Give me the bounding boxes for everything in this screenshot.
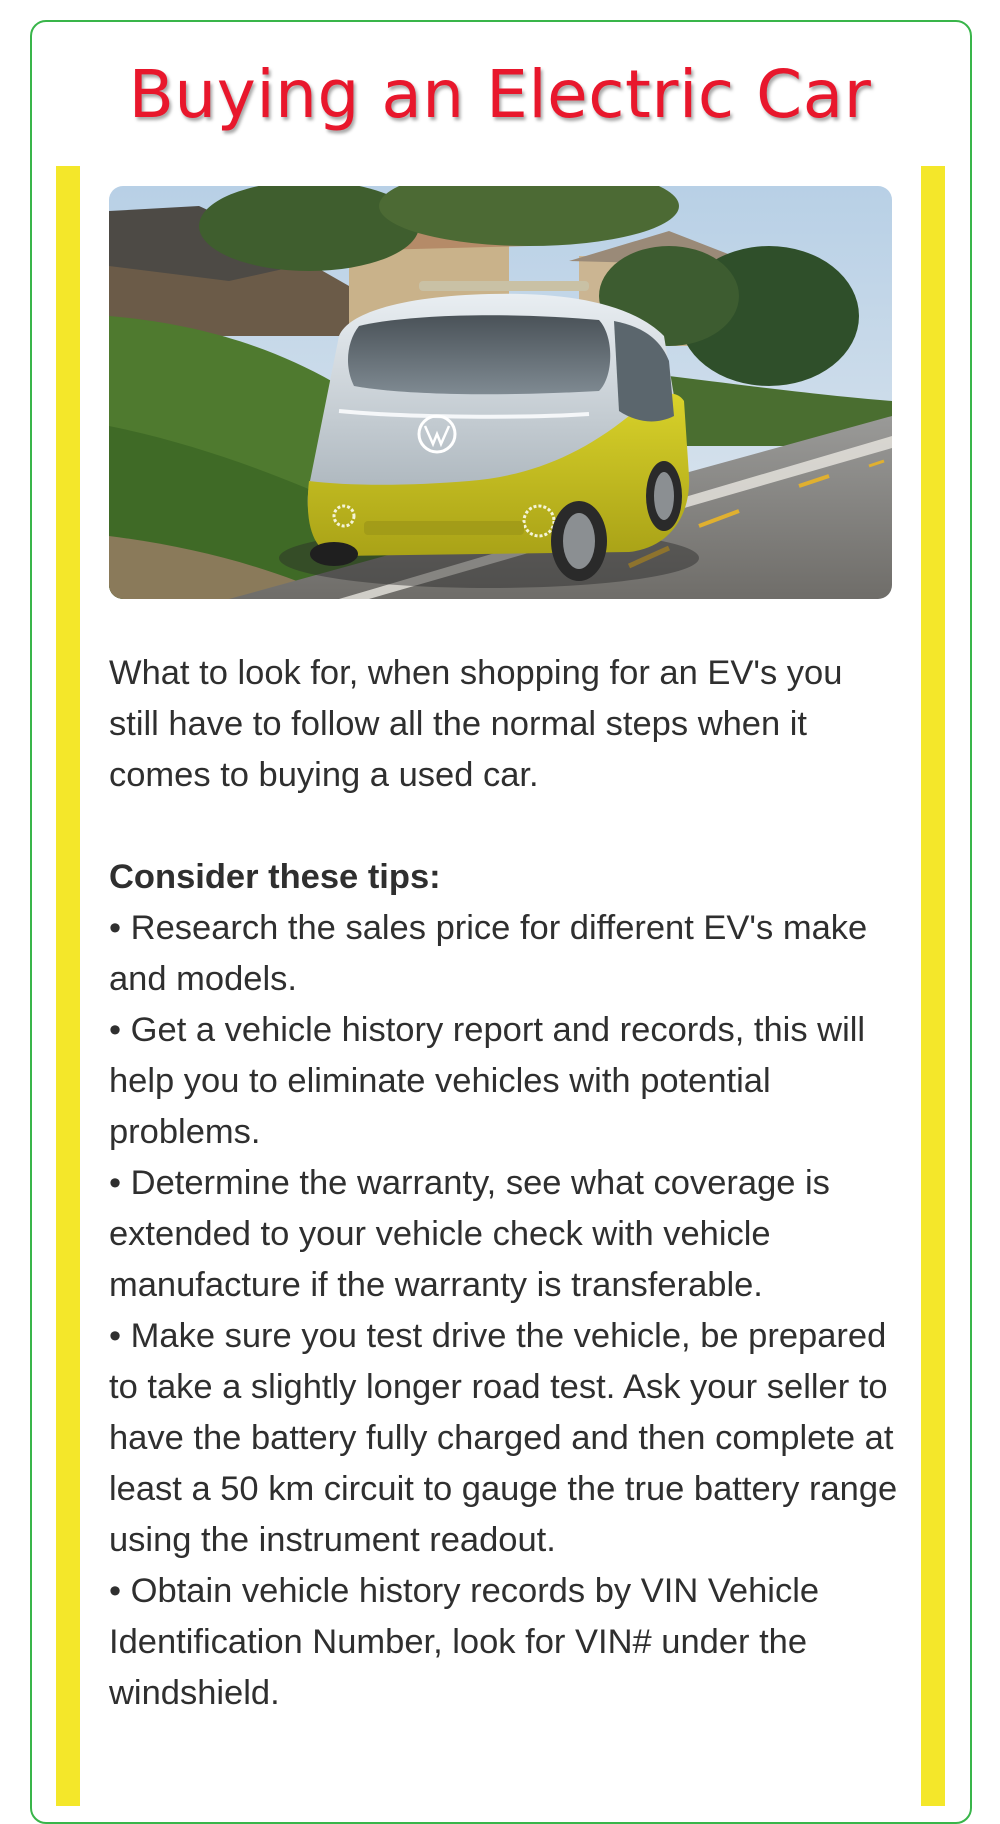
tip-item: • Make sure you test drive the vehicle, be prepared to take a slightly longer road test. Ask your seller to have the battery fully charged and then complete at least a 50 km circuit to gauge the true battery range using the instrument readout. bbox=[109, 1311, 899, 1566]
page-title: Buying an Electric Car bbox=[128, 56, 872, 133]
intro-paragraph: What to look for, when shopping for an EV's you still have to follow all the normal steps when it comes to buying a used car. bbox=[109, 654, 843, 794]
right-accent-bar bbox=[921, 166, 945, 1806]
tips-heading: Consider these tips: bbox=[109, 858, 441, 896]
left-accent-bar bbox=[56, 166, 80, 1806]
tip-item: • Obtain vehicle history records by VIN Vehicle Identification Number, look for VIN# under the windshield. bbox=[109, 1566, 899, 1719]
tip-item: • Determine the warranty, see what coverage is extended to your vehicle check with vehicle manufacture if the warranty is transferable. bbox=[109, 1158, 899, 1311]
tip-item: • Research the sales price for different EV's make and models. bbox=[109, 903, 899, 1005]
electric-van-photo bbox=[109, 186, 892, 599]
article-body bbox=[109, 648, 899, 1719]
tip-item: • Get a vehicle history report and records, this will help you to eliminate vehicles with potential problems. bbox=[109, 1005, 899, 1158]
